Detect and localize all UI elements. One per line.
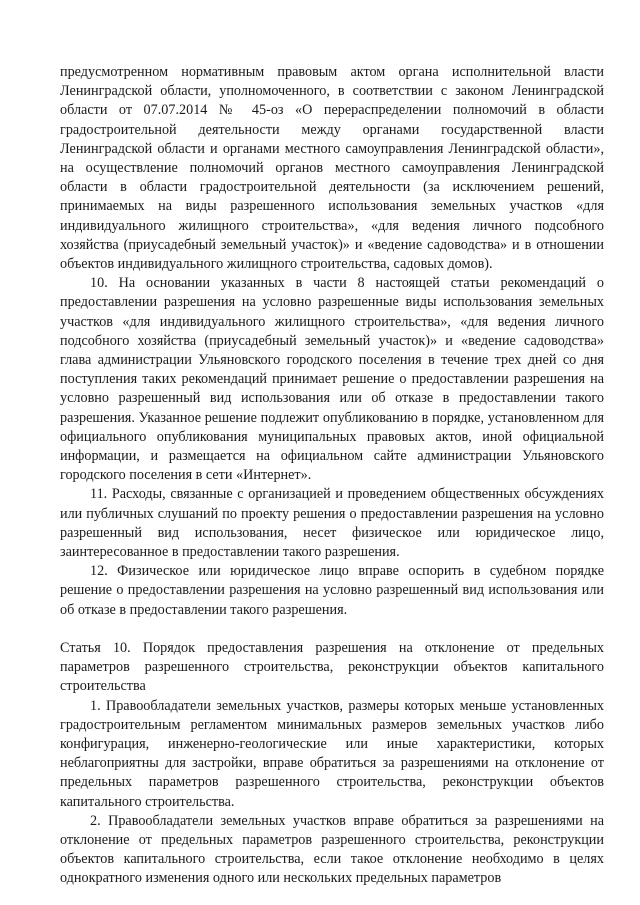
article-10-paragraph-1: 1. Правообладатели земельных участков, размеры которых меньше установленных градостроительным регламентом минимальных размеров земельных участков либо конфигурация, инженерно-геологические или иные характеристики, которых неблагоприятны для застройки, вправе обратиться за разрешениями на отклонение от предельных параметров разрешенного строительства, реконструкции объектов капитального строительства. [60,697,604,810]
paragraph-12: 12. Физическое или юридическое лицо вправе оспорить в судебном порядке решение о предоставлении разрешения на условно разрешенный вид использования или об отказе в предоставлении такого разрешения. [60,563,604,618]
paragraph-continuation: предусмотренном нормативным правовым актом органа исполнительной власти Ленинградской области, уполномоченного, в соответствии с законом Ленинградской области от 07.07.2014 № 45-оз «О перераспределении полномочий в области градостроительной деятельности между органами государственной власти Ленинградской области и органами местного самоуправления Ленинградской области», на осуществление полномочий органов местного самоуправления Ленинградской области в области градостроительной деятельности (за исключением решений, принимаемых на виды разрешенного использования земельных участков «для индивидуального жилищного строительства», «для ведения личного подсобного хозяйства (приусадебный земельный участок)» и «ведение садоводства» и в отношении объектов индивидуального жилищного строительства, садовых домов). [60,64,604,273]
paragraph-10: 10. На основании указанных в части 8 настоящей статьи рекомендаций о предоставлении разрешения на условно разрешенные виды использования земельных участков «для индивидуального жилищного строительства», «для ведения личного подсобного хозяйства (приусадебный земельный участок)» и «ведение садоводства» глава администрации Ульяновского городского поселения в течение трех дней со дня поступления таких рекомендаций принимает решение о предоставлении разрешения на условно разрешенный вид использования или об отказе в предоставлении такого разрешения. Указанное решение подлежит опубликованию в порядке, установленном для официального опубликования муниципальных правовых актов, иной официальной информации, и размещается на официальном сайте администрации Ульяновского городского поселения в сети «Интернет». [60,275,604,484]
paragraph-11: 11. Расходы, связанные с организацией и проведением общественных обсуждениях или публичных слушаний по проекту решения о предоставлении разрешения на условно разрешенный вид использования, несет физическое или юридическое лицо, заинтересованное в предоставлении такого разрешения. [60,486,604,561]
article-10-heading: Статья 10. Порядок предоставления разрешения на отклонение от предельных параметров разрешенного строительства, реконструкции объектов капитального строительства [60,639,604,695]
article-10-paragraph-2: 2. Правообладатели земельных участков вправе обратиться за разрешениями на отклонение от предельных параметров разрешенного строительства, реконструкции объектов капитального строительства, если такое отклонение необходимо в целях однократного изменения одного или нескольких предельных параметров [60,812,604,887]
document-page [60,63,604,889]
